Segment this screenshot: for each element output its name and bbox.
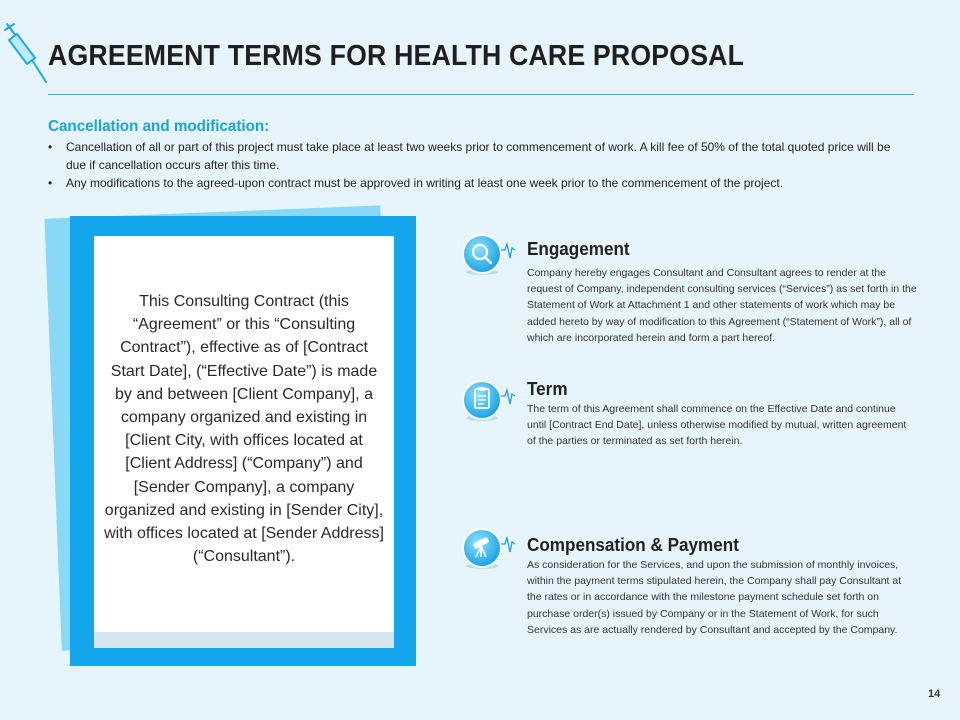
title-divider	[48, 94, 914, 95]
compensation-title: Compensation & Payment	[527, 535, 739, 555]
contract-text: This Consulting Contract (this “Agreement” or this “Consulting Contract”), effective as of [Contract Start Date], (“Effective Date”) is made by and between [Client Company], a company organized and existing in [Client City, with offices located at [Client Address] (“Company”) and [Sender Company], a company organized and existing in [Sender City], with offices located at [Sender Address] (“Consultant”).	[104, 293, 384, 566]
magnifier-icon	[460, 230, 524, 278]
cancellation-bullets	[48, 138, 898, 192]
contract-card	[94, 236, 394, 648]
cancellation-bullet-1: • Cancellation of all or part of this project must take place at least two weeks prior to commencement of work. A kill fee of 50% of the total quoted price will be due if cancellation occurs after this time.	[48, 138, 898, 174]
card-bottom-strip	[94, 632, 394, 648]
engagement-body: Company hereby engages Consultant and Consultant agrees to render at the request of Company, independent consulting services (“Services”) as set forth in the Statement of Work at Attachment 1 and other statements of work which may be added hereto by way of modification to this Agreement (“Statement of Work”), all of which are incorporated herein and form a part hereof.	[527, 267, 917, 344]
syringe-icon	[4, 20, 48, 84]
clipboard-icon	[460, 376, 524, 424]
term-title: Term	[527, 379, 568, 399]
page-number: 14	[928, 688, 941, 700]
compensation-body: As consideration for the Services, and upon the submission of monthly invoices, within the payment terms stipulated herein, the Company shall pay Consultant at the rates or in accordance with the milestone payment schedule set forth on purchase order(s) issued by Company or in the Statement of Work, for such Services as are actually rendered by Consultant and accepted by the Company.	[527, 559, 902, 636]
term-body: The term of this Agreement shall commence on the Effective Date and continue until [Contract End Date], unless otherwise modified by mutual, written agreement of the parties or terminated as set forth herein.	[527, 403, 907, 448]
cancellation-heading: Cancellation and modification:	[48, 118, 270, 135]
cancellation-bullet-2: • Any modifications to the agreed-upon contract must be approved in writing at least one week prior to the commencement of the project.	[48, 174, 898, 192]
engagement-title: Engagement	[527, 239, 630, 259]
telescope-icon	[460, 524, 524, 572]
page-title: AGREEMENT TERMS FOR HEALTH CARE PROPOSAL	[48, 40, 745, 72]
